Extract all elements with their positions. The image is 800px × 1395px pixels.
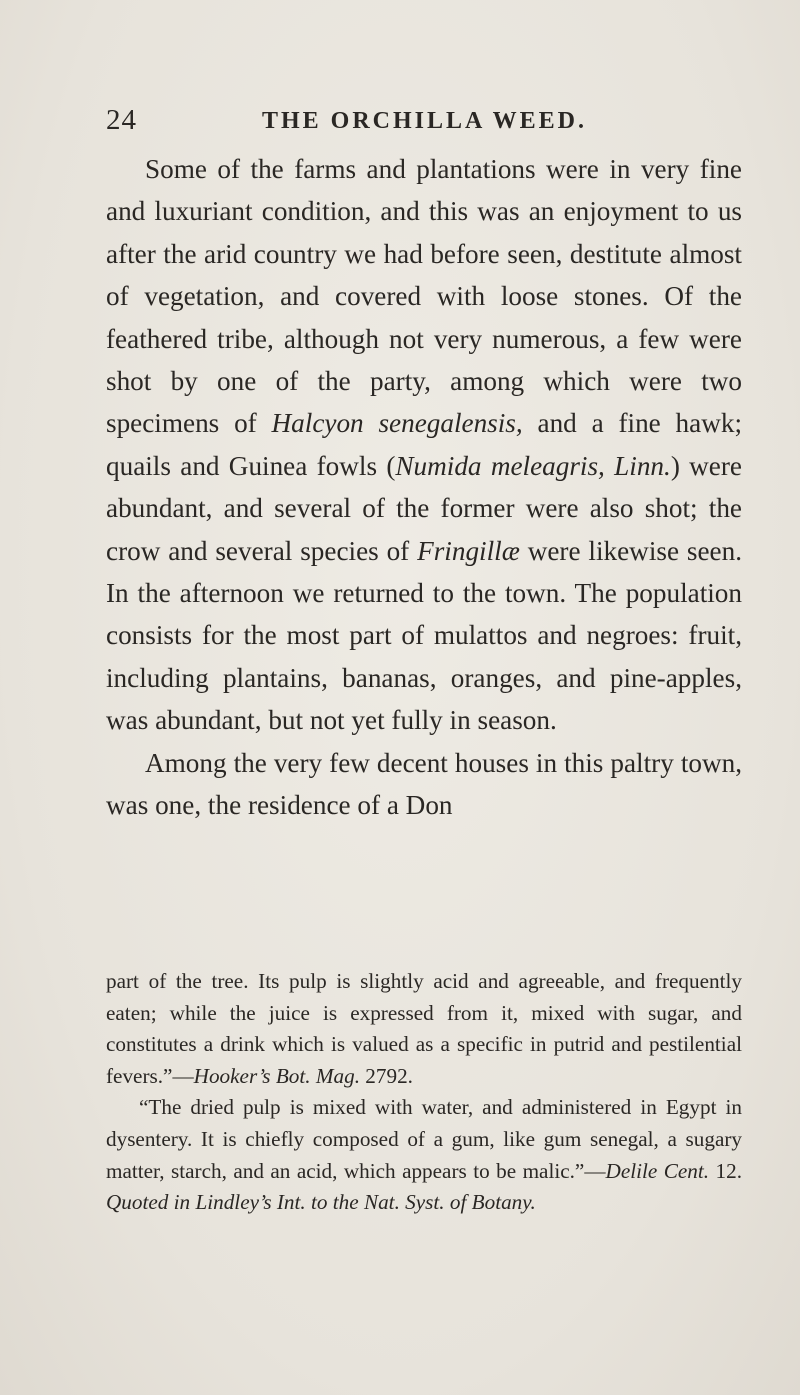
footnote-dried-pulp: [106, 1092, 742, 1218]
footnotes: [106, 966, 742, 1219]
main-text: [106, 148, 742, 827]
text-run: and a fine hawk; quails and Guinea fowls (: [106, 408, 743, 481]
running-head: THE ORCHILLA WEED.: [262, 108, 587, 134]
page-number: 24: [106, 104, 137, 136]
note-text: 2792.: [360, 1063, 413, 1088]
page-header: [106, 104, 746, 144]
paragraph-houses: Among the very few decent houses in this paltry town, was one, the residence of a Don: [106, 747, 742, 821]
species-fringillae: Fringillæ: [417, 535, 520, 566]
species-halcyon: Halcyon senegalensis,: [271, 408, 523, 439]
note-text: 12.: [709, 1158, 742, 1183]
footnote-continuation: [106, 966, 742, 1092]
note-source: Quoted in Lindley’s Int. to the Nat. Syst. of Botany.: [106, 1190, 536, 1215]
text-run: Some of the farms and plantations were in very fine and luxuriant condition, and this was an enjoyment to us after the arid country we had before seen, destitute almost of vegetation, and covered with loose stones. Of the feathered tribe, although not very numerous, a few were shot by one of the party, among which were two specimens of: [106, 154, 742, 439]
note-text: part of the tree. Its pulp is slightly acid and agreeable, and frequently eaten; while the juice is expressed from it, mixed with sugar, and constitutes a drink which is valued as a specific in putrid and pestilential fevers.”—: [106, 969, 742, 1088]
note-text: “The dried pulp is mixed with water, and administered in Egypt in dysentery. It is chiefly composed of a gum, like gum senegal, a sugary matter, starch, and an acid, which appears to be malic.”—: [106, 1095, 742, 1183]
note-source: Delile Cent.: [605, 1158, 710, 1183]
paragraph-farms: [106, 148, 742, 742]
text-run: were likewise seen. In the afternoon we returned to the town. The population consists for the most part of mulattos and negroes: fruit, including plantains, bananas, oranges, and pine-apples, was abundant, but not yet fully in season.: [106, 535, 742, 736]
text-run: ) were abundant, and several of the former were also shot; the crow and several species of: [106, 450, 742, 566]
species-numida: Numida meleagris, Linn.: [395, 450, 671, 481]
note-source: Hooker’s Bot. Mag.: [193, 1063, 360, 1088]
